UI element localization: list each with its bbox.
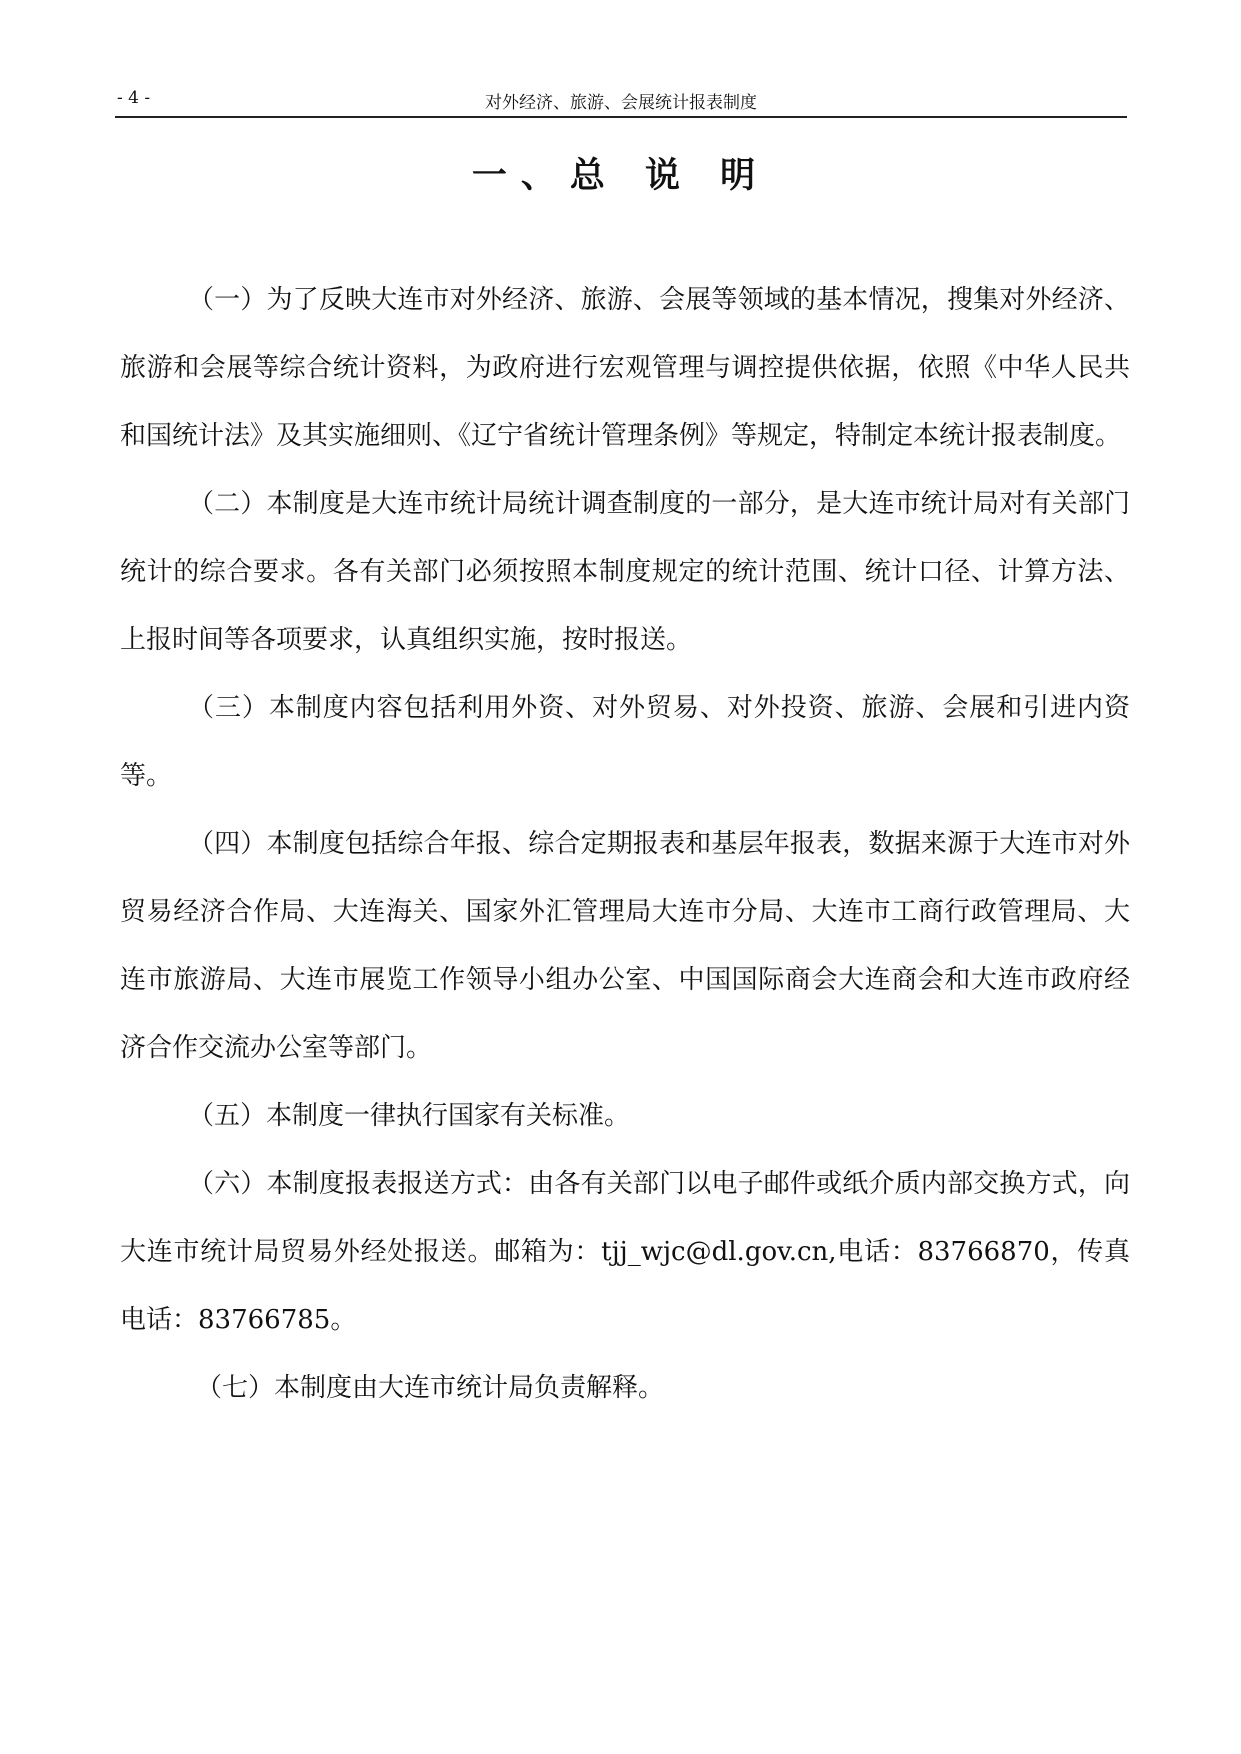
page-title: 一、总 说 明 xyxy=(471,156,770,196)
running-title: 对外经济、旅游、会展统计报表制度 xyxy=(485,93,757,113)
paragraph-4: （四）本制度包括综合年报、综合定期报表和基层年报表，数据来源于大连市对外贸易经济合作局、大连海关、国家外汇管理局大连市分局、大连市工商行政管理局、大连市旅游局、大连市展览工作领导小组办公室、中国国际商会大连商会和大连市政府经济合作交流办公室等部门。 xyxy=(120,829,1130,1063)
paragraph-3: （三）本制度内容包括利用外资、对外贸易、对外投资、旅游、会展和引进内资等。 xyxy=(120,693,1130,791)
paragraph-5: （五）本制度一律执行国家有关标准。 xyxy=(188,1101,631,1131)
paragraph-2: （二）本制度是大连市统计局统计调查制度的一部分，是大连市统计局对有关部门统计的综合要求。各有关部门必须按照本制度规定的统计范围、统计口径、计算方法、上报时间等各项要求，认真组织实施，按时报送。 xyxy=(120,489,1130,655)
paragraph-7: （七）本制度由大连市统计局负责解释。 xyxy=(196,1373,665,1403)
document-body xyxy=(120,266,1130,1422)
page-header xyxy=(115,86,1127,118)
paragraph-1: （一）为了反映大连市对外经济、旅游、会展等领域的基本情况，搜集对外经济、旅游和会展等综合统计资料，为政府进行宏观管理与调控提供依据，依照《中华人民共和国统计法》及其实施细则、《辽宁省统计管理条例》等规定，特制定本统计报表制度。 xyxy=(120,285,1130,451)
page-number: - 4 - xyxy=(117,88,151,108)
paragraph-6: （六）本制度报表报送方式：由各有关部门以电子邮件或纸介质内部交换方式，向大连市统计局贸易外经处报送。邮箱为：tjj_wjc@dl.gov.cn,电话：83766870，传真电话：83766785。 xyxy=(120,1169,1130,1335)
